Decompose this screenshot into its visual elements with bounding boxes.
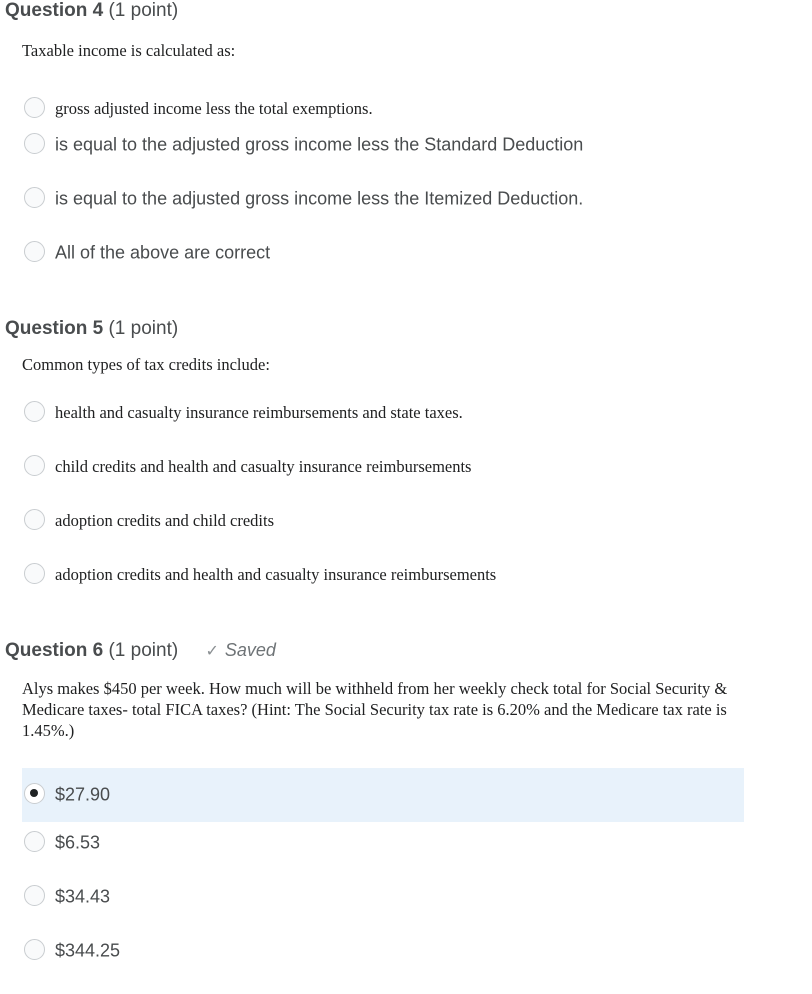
- question-5-option-4[interactable]: [22, 548, 744, 602]
- option-label: is equal to the adjusted gross income less the Standard Deduction: [55, 134, 584, 155]
- question-5-option-2[interactable]: [22, 440, 744, 494]
- question-title: Question 5: [5, 318, 104, 339]
- question-6-option-2[interactable]: [22, 816, 744, 870]
- question-5-option-1[interactable]: [22, 386, 744, 440]
- option-label: All of the above are correct: [55, 242, 271, 263]
- question-points: (1 point): [108, 640, 179, 661]
- saved-status: [205, 640, 275, 661]
- radio-button[interactable]: [24, 455, 45, 476]
- radio-button[interactable]: [24, 939, 45, 960]
- radio-button[interactable]: [24, 831, 45, 852]
- question-title: Question 4: [5, 0, 104, 21]
- question-5-option-3[interactable]: [22, 494, 744, 548]
- radio-button[interactable]: [24, 783, 45, 804]
- question-6-option-4[interactable]: [22, 924, 744, 978]
- radio-button[interactable]: [24, 97, 45, 118]
- checkmark-icon: ✓: [205, 643, 219, 660]
- option-label: $344.25: [55, 940, 121, 961]
- option-label: child credits and health and casualty insurance reimbursements: [55, 457, 472, 476]
- question-4-prompt: Taxable income is calculated as:: [22, 41, 236, 60]
- radio-button[interactable]: [24, 885, 45, 906]
- question-points: (1 point): [108, 0, 179, 21]
- question-4-option-3[interactable]: [22, 172, 744, 226]
- question-5-prompt: Common types of tax credits include:: [22, 355, 270, 374]
- radio-button[interactable]: [24, 133, 45, 154]
- question-points: (1 point): [108, 318, 179, 339]
- question-6-header: [5, 640, 276, 662]
- radio-button[interactable]: [24, 509, 45, 530]
- question-4-option-4[interactable]: [22, 226, 744, 280]
- radio-button[interactable]: [24, 563, 45, 584]
- option-label: gross adjusted income less the total exemptions.: [55, 99, 373, 118]
- option-label: is equal to the adjusted gross income less the Itemized Deduction.: [55, 188, 584, 209]
- question-5-header: [5, 318, 178, 340]
- option-label: adoption credits and child credits: [55, 511, 275, 530]
- question-6-option-1[interactable]: [22, 768, 744, 822]
- option-label: $27.90: [55, 784, 111, 805]
- radio-button[interactable]: [24, 187, 45, 208]
- question-6-option-3[interactable]: [22, 870, 744, 924]
- question-4-header: [5, 0, 178, 22]
- radio-button[interactable]: [24, 241, 45, 262]
- question-title: Question 6: [5, 640, 104, 661]
- saved-label: Saved: [224, 640, 276, 660]
- question-4-option-2[interactable]: [22, 118, 744, 172]
- option-label: $34.43: [55, 886, 111, 907]
- question-6-prompt: Alys makes $450 per week. How much will be withheld from her weekly check total for Social Security & Medicare taxes- total FICA taxes? (Hint: The Social Security tax rate is 6.20% and the Medicare tax rate is 1.45%.): [22, 679, 728, 740]
- option-label: adoption credits and health and casualty insurance reimbursements: [55, 565, 497, 584]
- radio-button[interactable]: [24, 401, 45, 422]
- option-label: $6.53: [55, 832, 101, 853]
- option-label: health and casualty insurance reimbursements and state taxes.: [55, 403, 463, 422]
